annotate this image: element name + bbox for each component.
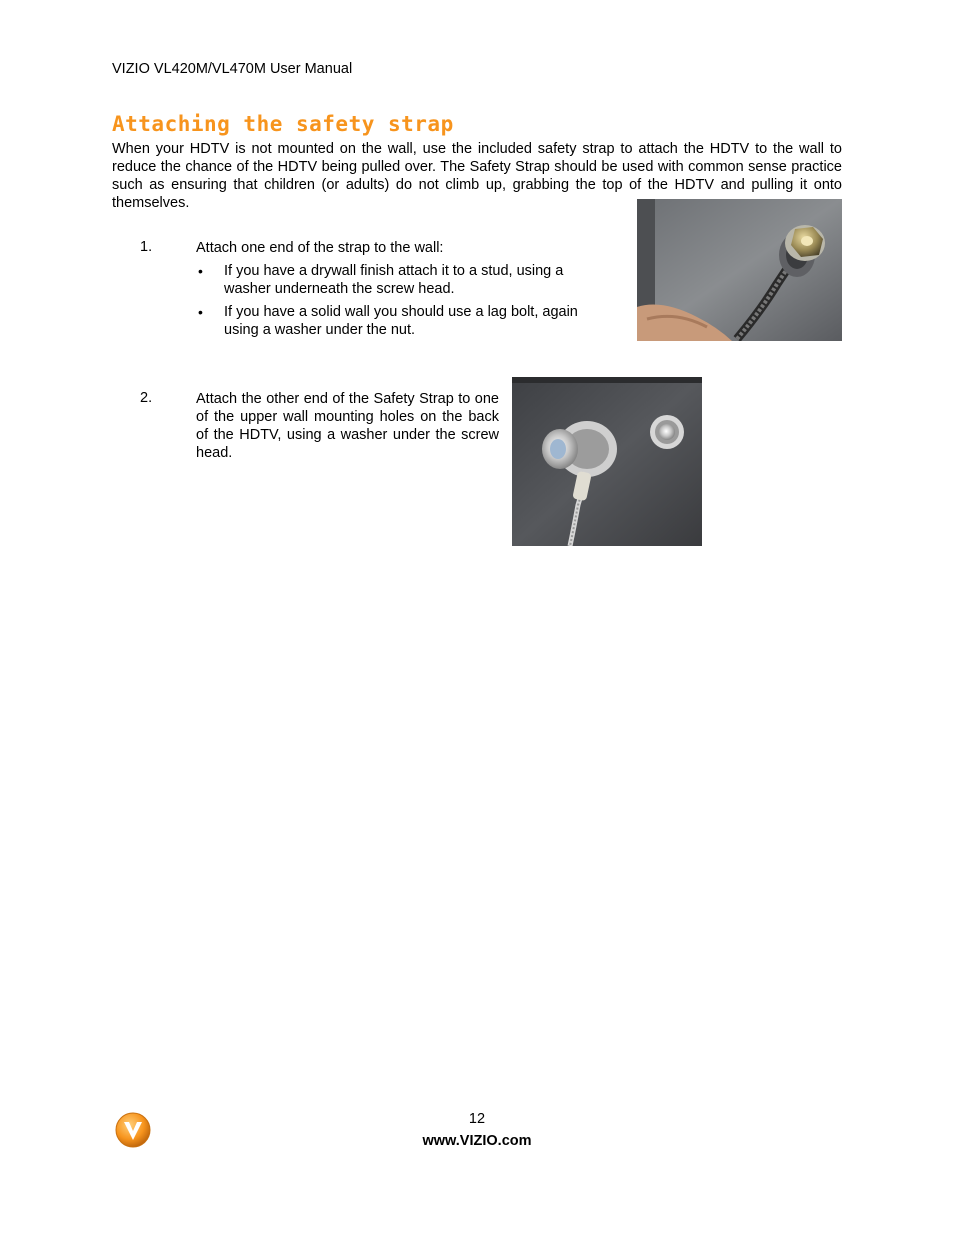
intro-paragraph: When your HDTV is not mounted on the wall, use the included safety strap to attach the HDTV to the wall to reduce the chance of the HDTV being pulled over. The Safety Strap should be used with common sense practice such as ensuring that children (or adults) do not climb up, grabbing the top of the HDTV and pulling it onto themselves.	[112, 141, 842, 211]
bullet-icon: •	[198, 263, 203, 279]
wall-bolt-photo	[637, 199, 842, 341]
tv-back-strap-photo	[512, 377, 702, 546]
step-1-bullet-1: If you have a drywall finish attach it to a stud, using a washer underneath the screw head.	[224, 263, 564, 297]
step-1-bullet-2: If you have a solid wall you should use a lag bolt, again using a washer under the nut.	[224, 304, 578, 338]
step-2-number: 2.	[140, 390, 153, 406]
page-number: 12	[468, 1111, 486, 1127]
section-title: Attaching the safety strap	[112, 112, 454, 136]
step-1-number: 1.	[140, 239, 153, 255]
website-link[interactable]: www.VIZIO.com	[422, 1133, 532, 1149]
manual-header: VIZIO VL420M/VL470M User Manual	[112, 61, 353, 77]
bullet-icon: •	[198, 304, 203, 320]
step-1-text: Attach one end of the strap to the wall:	[196, 240, 444, 256]
step-2-text: Attach the other end of the Safety Strap to one of the upper wall mounting holes on the back of the HDTV, using a washer under the screw head.	[196, 391, 499, 461]
